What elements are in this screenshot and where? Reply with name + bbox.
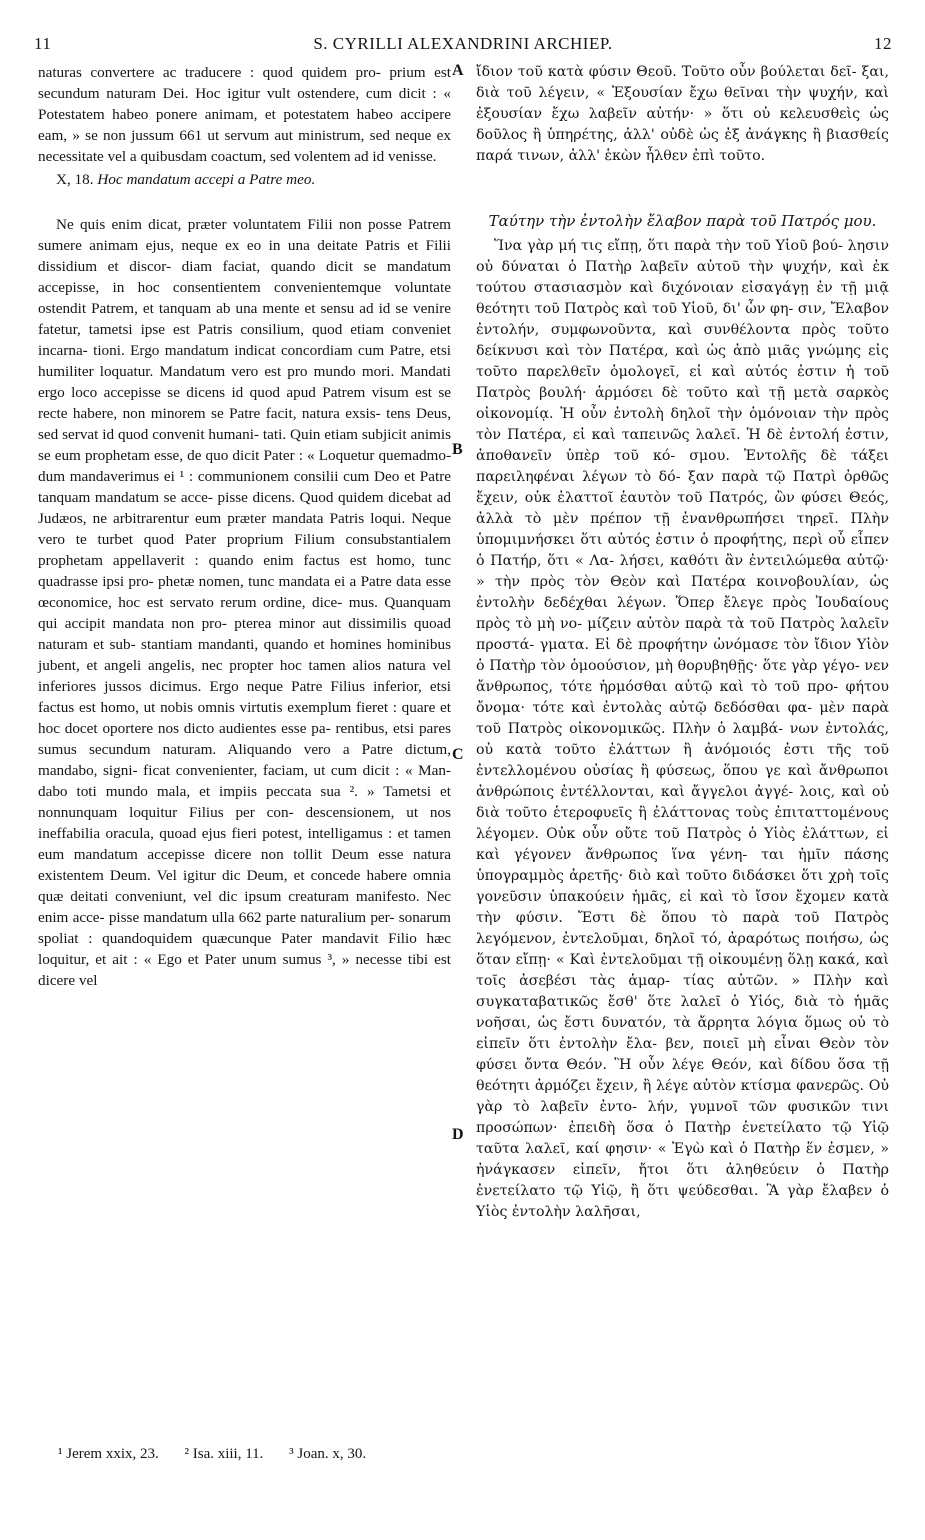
latin-verse-text: Hoc mandatum accepi a Patre meo.	[97, 171, 316, 188]
right-page-number: 12	[874, 34, 892, 53]
latin-body: Ne quis enim dicat, præter voluntatem Filii non posse Patrem sumere animam ejus, neque ex eo in una deitate Patris et Filii dissidium et discor- diam faciat, quando dicit se mandatum accepisse, in hoc consentientem convenientemque voluntate ostendit Patrem, et tanquam ab una mente et sensu ad id se venire fatetur, tametsi ipse est Patris consilium, quod etiam conveniet incarna- tioni. Ergo mandatum indicat concordiam cum Patre, etsi humiliter loquatur. Mandatum vero est pro mundo mori. Mandati ergo loco accepisse se dicens id quod apud Patrem visum est se recte habere, non minorem se Patre facit, natura exsis- tens Deus, sed servat id quod convenit humani- tati. Quin etiam subjicit animis se eum prophetam esse, de quo dicit Pater : « Loquetur quemadmo- dum mandaverimus ei ¹ : communionem consilii cum Deo et Patre tanquam mandatum se acce- pisse dicens. Quod quidem dicebat ad Judæos, ne arbitrarentur eum præter mandata Patris loqui. Neque vero te turbet quod Pater proprium Filium consubstantialem prophetam appellaverit : quando enim factus est homo, tunc quadrasse ipsi pro- phetæ nomen, tunc mandata ei a Patre data esse œconomice, hoc est servato rerum ordine, dice- mus. Quanquam qui accipit mandata non pro- pterea minor aut dissimilis quoad naturam et sub- stantiam mandanti, quando et homines hominibus jubent, et angeli angelis, nec propter hoc tamen alios natura vel inferiores jussos dicimus. Ergo neque Patre Filius inferior, etsi factus est homo, ut nobis omnis virtutis exemplum fieret : quare et hoc docet oportere nos dicto audientes esse pa- rentibus, etsi pares sumus secundum naturam. Aliquando vero a Patre dictum, mandabo, signi- ficat convenienter, faciam, ut cum dicit : « Man- dabo toti mundo mala, et impiis peccata sua ². » Tametsi et nonnunquam loquitur Filius per con- descensionem, ut nos ineffabilia oracula, quoad ejus fieri potest, intelligamus : et tamen eum mandatum accepisse dicere non tollit Deum esse natura existentem Deum. Vel igitur dic Deum, et concede habere omnia quæ deitati conveniunt, vel dic ipsum creaturam manifesto. Nec enim acce- pisse mandatum ulla 662 parte naturalium per- sonarum spoliat : quandoquidem quæcunque Pater mandavit Filio hæc loquitur, et ait : « Ego et Pater unum sumus ³, » necesse tibi est dicere vel	[38, 216, 451, 989]
left-page-number: 11	[34, 34, 52, 53]
latin-intro: naturas convertere ac traducere : quod quidem pro- prium est secundum naturam Dei. Hoc igitur vult ostendere, cum dicit : « Potestatem habeo ponere animam, et potestatem habeo accipere eam, » se non jussum 661 ut servum aut ministrum, sed neque ex necessitate vel a quibusdam coactum, sed volentem ad id venisse.	[38, 64, 451, 165]
footnote-1: ¹ Jerem xxix, 23.	[58, 1446, 159, 1462]
latin-column	[38, 62, 451, 991]
running-title: S. CYRILLI ALEXANDRINI ARCHIEP.	[313, 34, 613, 53]
greek-verse: Ταύτην τὴν ἐντολὴν ἔλαβον παρὰ τοῦ Πατρός μου.	[488, 212, 877, 230]
greek-column	[476, 62, 889, 1223]
footnote-3: ³ Joan. x, 30.	[289, 1446, 367, 1462]
margin-letter-b: B	[452, 441, 463, 458]
margin-letter-d: D	[452, 1126, 464, 1143]
margin-letter-a: A	[452, 62, 464, 79]
greek-intro: ἴδιον τοῦ κατὰ φύσιν Θεοῦ. Τοῦτο οὖν βούλεται δεῖ- ξαι, διὰ τοῦ λέγειν, « Ἐξουσίαν ἔχω θεῖναι τὴν ψυχήν, καὶ ἐξουσίαν ἔχω λαβεῖν αὐτήν· » ὅτι οὐ κελευσθεὶς ὡς δοῦλος ἢ ὑπηρέτης, ἀλλ' οὐδὲ ὡς ἐξ ἀνάγκης ἢ βιασθείς παρά τινων, ἀλλ' ἑκὼν ἦλθεν ἐπὶ τοῦτο.	[476, 64, 889, 164]
latin-verse	[38, 169, 451, 190]
margin-letter-c: C	[452, 746, 464, 763]
footnotes	[58, 1446, 658, 1463]
running-header	[34, 34, 892, 58]
greek-body: Ἵνα γὰρ μή τις εἴπῃ, ὅτι παρὰ τὴν τοῦ Υἱοῦ βού- λησιν οὐ δύναται ὁ Πατὴρ λαβεῖν αὐτοῦ τὴν ψυχήν, καὶ ἐκ τούτου στασιασμὸν καὶ διχόνοιαν εἰσαγάγῃ ἐν τῇ μιᾷ θεότητι τοῦ Πατρὸς καὶ τοῦ Υἱοῦ, δι' ὧν φη- σιν, Ἔλαβον ἐντολήν, συμφωνοῦντα, καὶ συνθέλοντα πρὸς τοῦτο δείκνυσι καὶ τὸν Πατέρα, καὶ ὡς ἀπὸ μιᾶς γνώμης εἰς τοῦτο παρελθεῖν ὁμολογεῖ, εἰ καὶ αὐτός ἐστιν ἡ τοῦ Πατρὸς βουλή· ἁρμόσει δὲ τοῦτο καὶ τῇ μετὰ σαρκὸς οἰκονομίᾳ. Ἡ οὖν ἐντολὴ δηλοῖ τὴν ὁμόνοιαν τὴν πρὸς τὸν Πατέρα, εἰ καὶ ταπεινῶς λαλεῖ. Ἡ δὲ ἐντολή ἐστιν, ἀποθανεῖν ὑπὲρ τοῦ κό- σμου. Ἐντολῆς δὲ τάξει παρειληφέναι λέγων τὸ δό- ξαν παρὰ τῷ Πατρὶ ὀρθῶς ἔχειν, οὐκ ἐλαττοῖ ἑαυτὸν τοῦ Πατρός, ὢν φύσει Θεός, ἀλλὰ τὸ μὲν πρέπον τῇ ἐνανθρωπήσει τηρεῖ. Πλὴν ὑπομιμνήσκει ὅτι αὐτός ἐστιν ὁ προφήτης, περὶ οὗ εἶπεν ὁ Πατήρ, ὅτι « Λα- λήσει, καθότι ἂν ἐντειλώμεθα αὐτῷ· » τὴν πρὸς τὸν Θεὸν καὶ Πατέρα κοινοβουλίαν, ὡς ἐντολὴν δεδέχθαι λέγων. Ὅπερ ἔλεγε πρὸς Ἰουδαίους πρὸς τὸ μὴ νο- μίζειν αὐτὸν παρὰ τὰ τοῦ Πατρὸς λαλεῖν προστά- γματα. Εἰ δὲ προφήτην ὠνόμασε τὸν ἴδιον Υἱὸν ὁ Πατὴρ τὸν ὁμοούσιον, μὴ θορυβηθῇς· ὅτε γὰρ γέγο- νεν ἄνθρωπος, τότε ἡρμόσθαι αὐτῷ καὶ τὸ τοῦ προ- φήτου ὄνομα· τότε καὶ ἐντολὰς αὐτῷ δεδόσθαι φα- μὲν παρὰ τοῦ Πατρὸς οἰκονομικῶς. Πλὴν ὁ λαμβά- νων ἐντολάς, οὐ κατὰ τοῦτο ἐλάττων ἢ ἀνόμοιός ἐστι τῆς τοῦ ἐντελλομένου οὐσίας ἢ φύσεως, ὅπου γε καὶ ἄνθρωποι ἀνθρώποις ἐντέλλονται, καὶ ἄγγελοι ἀγγέ- λοις, καὶ οὐ διὰ τοῦτο ἑτεροφυεῖς ἢ ἐλάττονας τοὺς ἐπιταττομένους λέγομεν. Οὐκ οὖν οὔτε τοῦ Πατρὸς ὁ Υἱὸς ἐλάττων, εἰ καὶ γέγονεν ἄνθρωπος ἵνα γένη- ται ἡμῖν πάσης ὑπογραμμὸς ἀρετῆς· διὸ καὶ τοῦτο διδάσκει ὅτι χρὴ τοῖς γονεῦσιν ὑπακούειν ἡμᾶς, εἰ καὶ τὸ ἴσον ἔχομεν κατὰ τὴν φύσιν. Ἔστι δὲ ὅπου τὸ παρὰ τοῦ Πατρὸς λεγόμενον, ἐντελοῦμαι, δηλοῖ τό, ἀραρότως ποιήσω, ὡς ὅταν εἴπῃ· « Καὶ ἐντελοῦμαι τῇ οἰκουμένῃ ὅλῃ κακά, καὶ τοῖς ἀσεβέσι τὰς ἁμαρ- τίας αὐτῶν. » Πλὴν καὶ συγκαταβατικῶς ἔσθ' ὅτε λαλεῖ ὁ Υἱός, διὰ τὸ ἡμᾶς νοῆσαι, ὡς ἔστι δυνατόν, τὰ ἄρρητα λόγια ὅμως οὐ τὸ εἰπεῖν ὅτι ἐντολὴν ἔλα- βεν, ποιεῖ μὴ εἶναι Θεὸν τὸν φύσει ὄντα Θεόν. Ἢ οὖν λέγε Θεόν, καὶ δίδου ὅσα τῇ θεότητι ἁρμόζει ἔχειν, ἢ λέγε αὐτὸν κτίσμα φανερῶς. Οὐ γὰρ τὸ λαβεῖν ἐντο- λήν, γυμνοῖ τῶν φυσικῶν τινι προσώπων· ἐπειδὴ ὅσα ὁ Πατὴρ ἐνετείλατο τῷ Υἱῷ ταῦτα λαλεῖ, καί φησιν· « Ἐγὼ καὶ ὁ Πατὴρ ἕν ἐσμεν, » ἠνάγκασεν εἰπεῖν, ἤτοι ὅτι ἀληθεύειν ὁ Πατὴρ ἐνετείλατο τῷ Υἱῷ, ἢ ὅτι ψεύδεσθαι. Ἃ γὰρ ἔλαβεν ὁ Υἱὸς ἐντολὴν λαλῆσαι,	[476, 238, 889, 1220]
footnote-2: ² Isa. xiii, 11.	[184, 1446, 264, 1462]
latin-verse-ref: X, 18.	[56, 171, 94, 188]
